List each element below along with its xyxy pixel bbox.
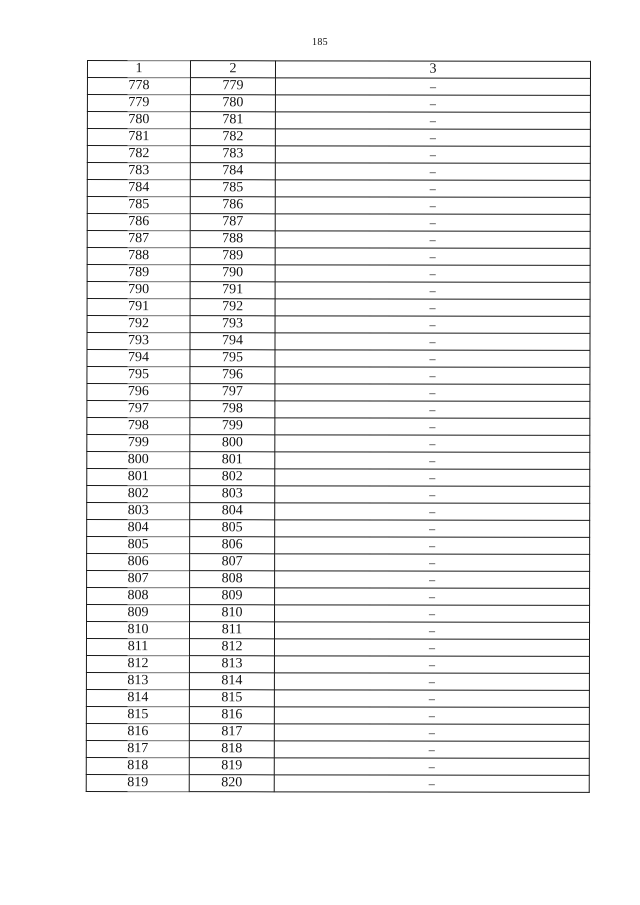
table-cell-col-1: 811 bbox=[86, 639, 189, 656]
table-cell-col-3: – bbox=[274, 707, 589, 725]
table-cell-col-3: – bbox=[275, 333, 590, 351]
table-row bbox=[87, 537, 590, 555]
table-cell-col-3: – bbox=[275, 78, 590, 96]
table-cell-col-3: – bbox=[275, 316, 590, 334]
table-row bbox=[86, 706, 589, 724]
table-row bbox=[87, 367, 590, 385]
table-row bbox=[87, 384, 590, 402]
table-row bbox=[86, 740, 589, 758]
table-cell-col-2: 809 bbox=[190, 588, 275, 605]
table-cell-col-1: 798 bbox=[87, 418, 190, 435]
table-cell-col-3: – bbox=[275, 452, 590, 470]
table-header bbox=[87, 61, 590, 79]
table-cell-col-3: – bbox=[275, 129, 590, 147]
table-cell-col-2: 818 bbox=[189, 741, 274, 758]
table-cell-col-1: 816 bbox=[86, 723, 189, 740]
table-cell-col-3: – bbox=[275, 486, 590, 504]
table-cell-col-1: 807 bbox=[87, 571, 190, 588]
table-cell-col-3: – bbox=[275, 588, 590, 606]
table-cell-col-1: 803 bbox=[87, 503, 190, 520]
table-cell-col-2: 813 bbox=[189, 656, 274, 673]
table-cell-col-1: 797 bbox=[87, 401, 190, 418]
table-row bbox=[87, 299, 590, 317]
table-cell-col-1: 819 bbox=[86, 774, 189, 791]
table-cell-col-1: 788 bbox=[87, 248, 190, 265]
table-cell-col-1: 783 bbox=[87, 163, 190, 180]
table-row bbox=[87, 95, 590, 113]
table-row bbox=[87, 571, 590, 589]
table-cell-col-2: 784 bbox=[190, 163, 275, 180]
table-cell-col-2: 797 bbox=[190, 384, 275, 401]
table-cell-col-1: 813 bbox=[86, 672, 189, 689]
table-cell-col-3: – bbox=[275, 435, 590, 453]
table-cell-col-2: 792 bbox=[190, 299, 275, 316]
table-row bbox=[86, 689, 589, 707]
table-cell-col-2: 799 bbox=[190, 418, 275, 435]
table-cell-col-1: 786 bbox=[87, 214, 190, 231]
table-cell-col-3: – bbox=[274, 724, 589, 742]
table-row bbox=[87, 520, 590, 538]
table-cell-col-2: 786 bbox=[190, 197, 275, 214]
table-cell-col-2: 802 bbox=[190, 469, 275, 486]
table-cell-col-2: 800 bbox=[190, 435, 275, 452]
table-row bbox=[87, 163, 590, 181]
table-cell-col-1: 794 bbox=[87, 350, 190, 367]
table-cell-col-2: 812 bbox=[189, 639, 274, 656]
table-cell-col-3: – bbox=[275, 418, 590, 436]
column-header-3: 3 bbox=[275, 61, 590, 79]
table-cell-col-3: – bbox=[275, 231, 590, 249]
table-row bbox=[87, 78, 590, 96]
page-number: 185 bbox=[312, 37, 328, 48]
table-cell-col-2: 815 bbox=[189, 690, 274, 707]
table-cell-col-1: 789 bbox=[87, 265, 190, 282]
table-cell-col-1: 809 bbox=[87, 605, 190, 622]
table-row bbox=[87, 112, 590, 130]
table-cell-col-1: 810 bbox=[86, 622, 189, 639]
table-cell-col-2: 783 bbox=[190, 146, 275, 163]
table-row bbox=[87, 333, 590, 351]
table-row bbox=[86, 757, 589, 775]
table-cell-col-1: 782 bbox=[87, 146, 190, 163]
table-cell-col-3: – bbox=[275, 571, 590, 589]
table-cell-col-2: 794 bbox=[190, 333, 275, 350]
table-cell-col-1: 812 bbox=[86, 655, 189, 672]
table-row bbox=[86, 723, 589, 741]
table-row bbox=[87, 452, 590, 470]
table-row bbox=[87, 180, 590, 198]
table-cell-col-1: 800 bbox=[87, 452, 190, 469]
table-cell-col-2: 796 bbox=[190, 367, 275, 384]
table-row bbox=[87, 554, 590, 572]
table-cell-col-3: – bbox=[275, 146, 590, 164]
table-cell-col-1: 818 bbox=[86, 757, 189, 774]
table-cell-col-3: – bbox=[275, 367, 590, 385]
table-cell-col-3: – bbox=[275, 163, 590, 181]
table-cell-col-1: 815 bbox=[86, 706, 189, 723]
table-cell-col-1: 806 bbox=[87, 554, 190, 571]
table-cell-col-2: 814 bbox=[189, 673, 274, 690]
table-row bbox=[87, 231, 590, 249]
table-cell-col-3: – bbox=[275, 214, 590, 232]
table-cell-col-3: – bbox=[275, 350, 590, 368]
table-cell-col-2: 811 bbox=[189, 622, 274, 639]
table-cell-col-1: 802 bbox=[87, 486, 190, 503]
table-cell-col-1: 795 bbox=[87, 367, 190, 384]
table-cell-col-3: – bbox=[275, 537, 590, 555]
table-cell-col-2: 807 bbox=[190, 554, 275, 571]
table-row bbox=[87, 146, 590, 164]
table-row bbox=[87, 214, 590, 232]
table-cell-col-2: 779 bbox=[190, 78, 275, 95]
table-cell-col-3: – bbox=[275, 112, 590, 130]
table-cell-col-1: 779 bbox=[87, 95, 190, 112]
table-cell-col-3: – bbox=[274, 673, 589, 691]
table-cell-col-2: 820 bbox=[189, 775, 274, 792]
table-cell-col-3: – bbox=[275, 197, 590, 215]
table-cell-col-3: – bbox=[275, 299, 590, 317]
table-row bbox=[86, 672, 589, 690]
table-row bbox=[87, 316, 590, 334]
table-row bbox=[87, 469, 590, 487]
table-row bbox=[87, 486, 590, 504]
table-row bbox=[86, 622, 589, 640]
table-row bbox=[87, 197, 590, 215]
table-cell-col-2: 817 bbox=[189, 724, 274, 741]
table-cell-col-2: 789 bbox=[190, 248, 275, 265]
table-row bbox=[87, 503, 590, 521]
table-cell-col-2: 791 bbox=[190, 282, 275, 299]
table-cell-col-2: 801 bbox=[190, 452, 275, 469]
table-cell-col-3: – bbox=[274, 690, 589, 708]
table-cell-col-3: – bbox=[274, 622, 589, 640]
table-cell-col-2: 785 bbox=[190, 180, 275, 197]
table-cell-col-2: 816 bbox=[189, 707, 274, 724]
table-body bbox=[86, 78, 590, 793]
table-cell-col-3: – bbox=[275, 180, 590, 198]
table-cell-col-1: 778 bbox=[87, 78, 190, 95]
table-row bbox=[87, 282, 590, 300]
table-cell-col-2: 795 bbox=[190, 350, 275, 367]
table-cell-col-2: 804 bbox=[190, 503, 275, 520]
table-cell-col-3: – bbox=[274, 758, 589, 776]
table-cell-col-1: 781 bbox=[87, 129, 190, 146]
column-header-1: 1 bbox=[87, 61, 190, 78]
table-cell-col-1: 814 bbox=[86, 689, 189, 706]
table-cell-col-2: 790 bbox=[190, 265, 275, 282]
table-row bbox=[87, 129, 590, 147]
table-row bbox=[87, 605, 590, 623]
table-row bbox=[87, 588, 590, 606]
table-cell-col-2: 798 bbox=[190, 401, 275, 418]
table-row bbox=[87, 265, 590, 283]
table-cell-col-3: – bbox=[275, 265, 590, 283]
table-cell-col-2: 782 bbox=[190, 129, 275, 146]
table-cell-col-3: – bbox=[275, 503, 590, 521]
table-cell-col-3: – bbox=[275, 95, 590, 113]
table-cell-col-2: 787 bbox=[190, 214, 275, 231]
table-cell-col-1: 785 bbox=[87, 197, 190, 214]
data-table bbox=[86, 60, 591, 793]
table-row bbox=[87, 248, 590, 266]
table-cell-col-3: – bbox=[275, 554, 590, 572]
table-cell-col-3: – bbox=[275, 384, 590, 402]
table-cell-col-2: 780 bbox=[190, 95, 275, 112]
table-row bbox=[87, 435, 590, 453]
table-cell-col-1: 793 bbox=[87, 333, 190, 350]
table-cell-col-3: – bbox=[274, 656, 589, 674]
table-cell-col-3: – bbox=[274, 775, 589, 793]
table-cell-col-3: – bbox=[274, 741, 589, 759]
table-cell-col-2: 805 bbox=[190, 520, 275, 537]
table-cell-col-3: – bbox=[274, 639, 589, 657]
table-row bbox=[86, 774, 589, 792]
table-cell-col-1: 787 bbox=[87, 231, 190, 248]
table-cell-col-1: 790 bbox=[87, 282, 190, 299]
table-row bbox=[87, 401, 590, 419]
table-cell-col-1: 780 bbox=[87, 112, 190, 129]
table-cell-col-3: – bbox=[275, 248, 590, 266]
table-cell-col-1: 801 bbox=[87, 469, 190, 486]
table-cell-col-2: 788 bbox=[190, 231, 275, 248]
table-cell-col-2: 808 bbox=[190, 571, 275, 588]
table-cell-col-2: 803 bbox=[190, 486, 275, 503]
header-row bbox=[87, 61, 590, 79]
table-cell-col-2: 810 bbox=[190, 605, 275, 622]
table-row bbox=[87, 418, 590, 436]
table-cell-col-1: 805 bbox=[87, 537, 190, 554]
table-cell-col-2: 781 bbox=[190, 112, 275, 129]
table-cell-col-3: – bbox=[275, 469, 590, 487]
table-cell-col-1: 792 bbox=[87, 316, 190, 333]
table-cell-col-1: 799 bbox=[87, 435, 190, 452]
column-header-2: 2 bbox=[190, 61, 275, 78]
table-cell-col-1: 784 bbox=[87, 180, 190, 197]
table-cell-col-3: – bbox=[275, 605, 590, 623]
table-cell-col-3: – bbox=[275, 401, 590, 419]
table-cell-col-1: 796 bbox=[87, 384, 190, 401]
table-cell-col-2: 793 bbox=[190, 316, 275, 333]
table-cell-col-1: 804 bbox=[87, 520, 190, 537]
table-cell-col-1: 817 bbox=[86, 740, 189, 757]
table-cell-col-3: – bbox=[275, 282, 590, 300]
table-cell-col-1: 791 bbox=[87, 299, 190, 316]
table-row bbox=[86, 655, 589, 673]
table-cell-col-3: – bbox=[275, 520, 590, 538]
table-cell-col-1: 808 bbox=[87, 588, 190, 605]
table-row bbox=[87, 350, 590, 368]
table-row bbox=[86, 639, 589, 657]
table-cell-col-2: 806 bbox=[190, 537, 275, 554]
table-cell-col-2: 819 bbox=[189, 758, 274, 775]
